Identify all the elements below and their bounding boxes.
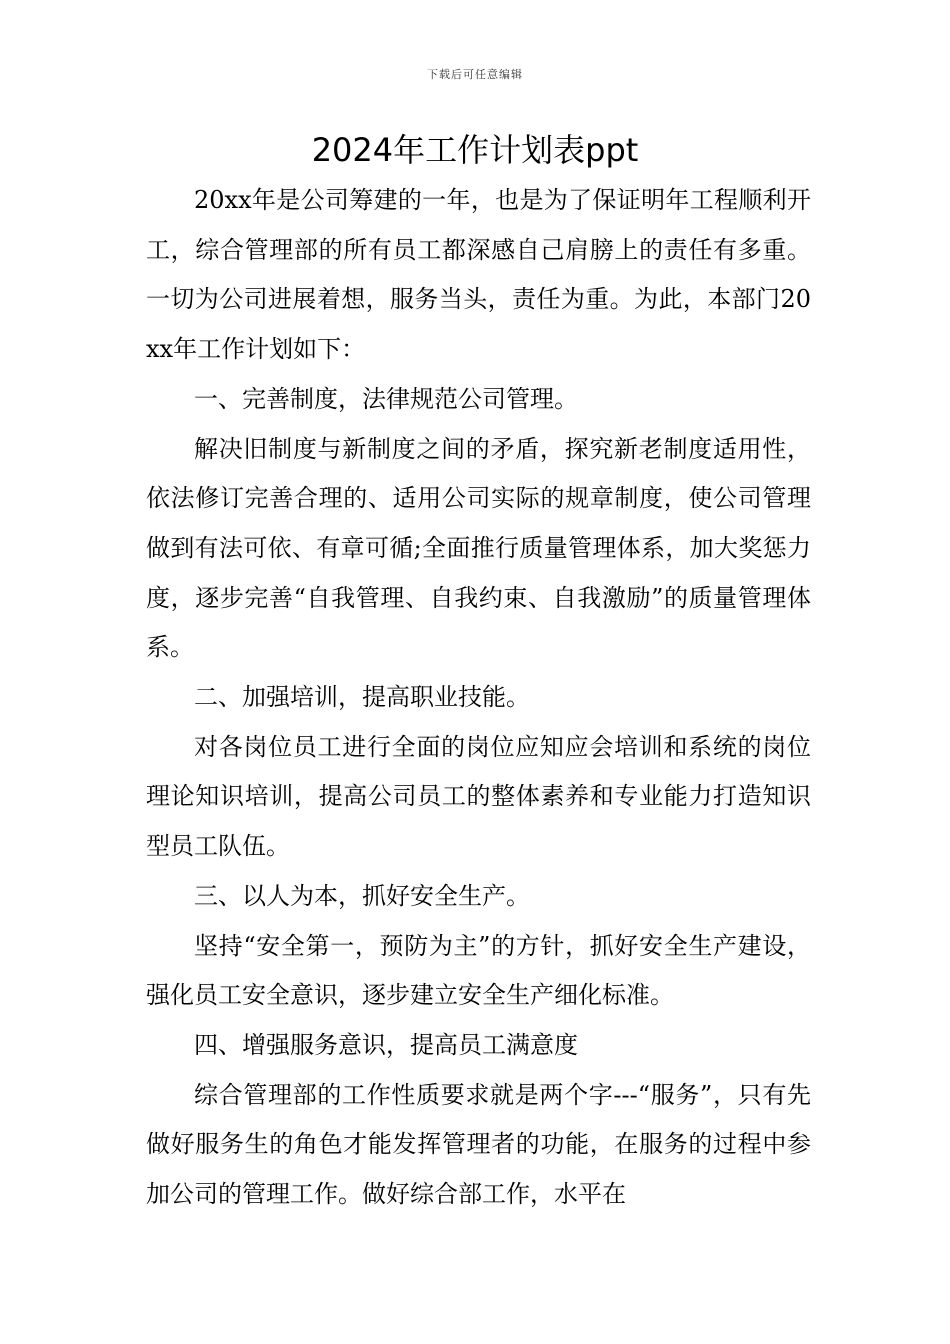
paragraph-3: 坚持“安全第一，预防为主”的方针，抓好安全生产建设，强化员工安全意识，逐步建立安全生产细化标准。	[146, 931, 811, 1010]
paragraph-4: 综合管理部的工作性质要求就是两个字---“服务”，只有先做好服务生的角色才能发挥管理者的功能，在服务的过程中参加公司的管理工作。做好综合部工作，水平在	[146, 1080, 811, 1209]
section-heading-4: 四、增强服务意识，提高员工满意度	[194, 1030, 578, 1059]
paragraph-intro: 20xx年是公司筹建的一年，也是为了保证明年工程顺利开工，综合管理部的所有员工都深感自己肩膀上的责任有多重。一切为公司进展着想，服务当头，责任为重。为此，本部门20xx年工作计划如下：	[146, 186, 811, 364]
section-heading-2: 二、加强培训，提高职业技能。	[194, 683, 530, 712]
section-heading-1: 一、完善制度，法律规范公司管理。	[194, 384, 578, 413]
document-body	[146, 176, 811, 1220]
document-title: 2024年工作计划表ppt	[311, 131, 639, 169]
paragraph-1: 解决旧制度与新制度之间的矛盾，探究新老制度适用性，依法修订完善合理的、适用公司实际的规章制度，使公司管理做到有法可依、有章可循;全面推行质量管理体系，加大奖惩力度，逐步完善“自我管理、自我约束、自我激励”的质量管理体系。	[146, 434, 811, 662]
paragraph-2: 对各岗位员工进行全面的岗位应知应会培训和系统的岗位理论知识培训，提高公司员工的整体素养和专业能力打造知识型员工队伍。	[146, 732, 811, 861]
section-heading-3: 三、以人为本，抓好安全生产。	[194, 881, 530, 910]
header-note: 下载后可任意编辑	[427, 68, 523, 81]
